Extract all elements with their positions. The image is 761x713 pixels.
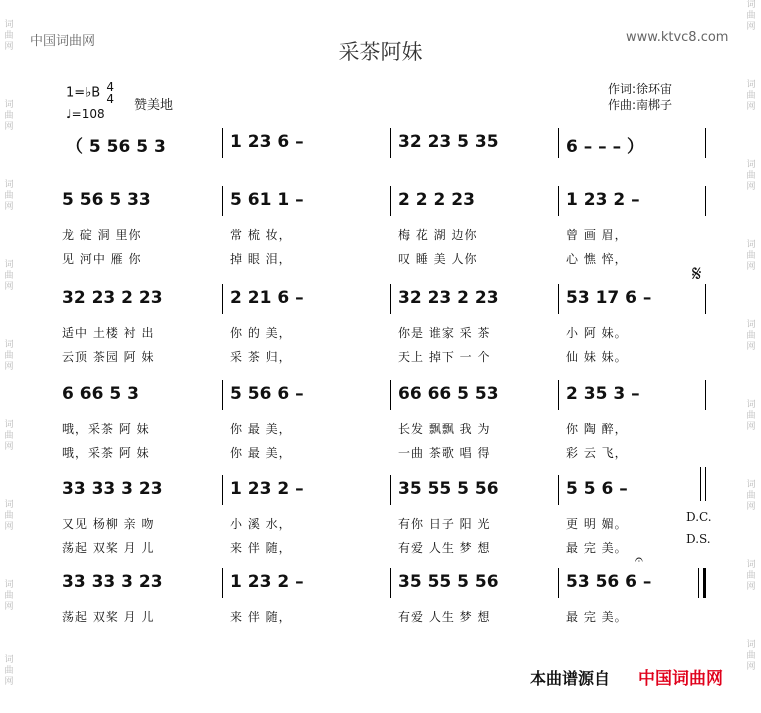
barline [558, 568, 559, 598]
measure-notes: （ 5 56 5 3 [66, 137, 166, 157]
dc-marking: D.C. [686, 510, 712, 524]
final-barline-thick [703, 568, 706, 598]
barline [222, 284, 223, 314]
side-watermark: 词曲网 [746, 400, 756, 432]
barline [222, 475, 223, 505]
barline [558, 284, 559, 314]
left-watermark-strip [2, 0, 16, 713]
lyric-line-2: 最 完 美。 [566, 541, 628, 555]
side-watermark: 词曲网 [746, 80, 756, 112]
measure-notes: 1 23 2 – [230, 572, 304, 592]
side-watermark: 词曲网 [746, 320, 756, 352]
side-watermark: 词曲网 [4, 20, 14, 52]
measure-notes: 33 33 3 23 [62, 572, 163, 592]
lyric-line-1: 最 完 美。 [566, 610, 628, 624]
source-site-link[interactable]: 中国词曲网 [638, 669, 723, 689]
side-watermark: 词曲网 [746, 240, 756, 272]
lyric-line-2: 哦，采茶 阿 妹 [62, 446, 150, 460]
measure-notes: 66 66 5 53 [398, 384, 499, 404]
measure-notes: 2 21 6 – [230, 288, 304, 308]
lyric-line-2: 来 伴 随， [230, 541, 292, 555]
measure-notes: 2 35 3 – [566, 384, 640, 404]
barline [390, 568, 391, 598]
lyric-line-2: 叹 睡 美 人你 [398, 252, 478, 266]
measure-notes: 33 33 3 23 [62, 479, 163, 499]
lyric-line-1: 小 阿 妹。 [566, 326, 628, 340]
site-url: www.ktvc8.com [626, 30, 729, 45]
time-signature: 4 4 [106, 80, 114, 106]
measure-notes: 35 55 5 56 [398, 572, 499, 592]
barline [558, 475, 559, 505]
side-watermark: 词曲网 [746, 480, 756, 512]
lyric-line-1: 你 的 美， [230, 326, 292, 340]
side-watermark: 词曲网 [4, 340, 14, 372]
lyric-line-1: 你是 谁家 采 茶 [398, 326, 491, 340]
lyric-line-1: 荡起 双桨 月 儿 [62, 610, 155, 624]
lyric-line-1: 有你 日子 阳 光 [398, 517, 491, 531]
measure-notes: 6 66 5 3 [62, 384, 139, 404]
measure-notes: 53 17 6 – [566, 288, 652, 308]
barline [705, 380, 706, 410]
lyric-line-2: 心 憔 悴， [566, 252, 628, 266]
composer-credit: 作曲:南梆子 [608, 98, 673, 112]
lyric-line-2: 荡起 双桨 月 儿 [62, 541, 155, 555]
barline [390, 475, 391, 505]
measure-notes: 1 23 2 – [566, 190, 640, 210]
barline [222, 128, 223, 158]
lyric-line-1: 龙 碇 洞 里你 [62, 228, 142, 242]
lyric-line-1: 小 溪 水， [230, 517, 292, 531]
barline [705, 467, 706, 501]
lyric-line-1: 适中 土楼 衬 出 [62, 326, 155, 340]
measure-notes: 5 61 1 – [230, 190, 304, 210]
side-watermark: 词曲网 [4, 500, 14, 532]
lyric-line-1: 曾 画 眉， [566, 228, 628, 242]
lyric-line-1: 常 梳 妆， [230, 228, 292, 242]
barline [705, 284, 706, 314]
measure-notes: 32 23 5 35 [398, 132, 499, 152]
style-marking: 赞美地 [134, 98, 174, 113]
lyric-line-2: 天上 掉下 一 个 [398, 350, 491, 364]
key-signature [66, 81, 114, 105]
barline [390, 186, 391, 216]
lyric-line-2: 采 茶 归， [230, 350, 292, 364]
barline [705, 128, 706, 158]
lyric-line-2: 仙 妹 妹。 [566, 350, 628, 364]
measure-notes: 35 55 5 56 [398, 479, 499, 499]
measure-notes: 1 23 6 – [230, 132, 304, 152]
lyric-line-1: 哦，采茶 阿 妹 [62, 422, 150, 436]
lyric-line-2: 云顶 茶园 阿 妹 [62, 350, 155, 364]
lyric-line-2: 一曲 茶歌 唱 得 [398, 446, 491, 460]
tempo-marking [66, 107, 105, 121]
fermata-icon: 𝄐 [635, 552, 643, 568]
side-watermark: 词曲网 [746, 560, 756, 592]
right-watermark-strip [744, 0, 758, 713]
barline [222, 186, 223, 216]
lyric-line-1: 又见 杨柳 亲 吻 [62, 517, 155, 531]
lyric-line-1: 长发 飘飘 我 为 [398, 422, 491, 436]
tempo-value: =108 [71, 107, 105, 121]
source-label: 本曲谱源自 [530, 669, 611, 688]
measure-notes: 5 5 6 – [566, 479, 628, 499]
ds-marking: D.S. [686, 532, 711, 546]
barline [390, 380, 391, 410]
segno-icon: 𝄋 [692, 262, 702, 287]
lyric-line-1: 你 陶 醉， [566, 422, 628, 436]
measure-notes: 1 23 2 – [230, 479, 304, 499]
lyric-line-1: 你 最 美， [230, 422, 292, 436]
barline [558, 186, 559, 216]
song-title: 采茶阿妹 [338, 40, 423, 64]
final-barline-thin [698, 568, 699, 598]
barline [705, 186, 706, 216]
lyric-line-2: 你 最 美， [230, 446, 292, 460]
measure-notes: 5 56 6 – [230, 384, 304, 404]
measure-notes: 32 23 2 23 [398, 288, 499, 308]
lyric-line-2: 掉 眼 泪， [230, 252, 292, 266]
side-watermark: 词曲网 [4, 420, 14, 452]
key-label: 1=♭B [66, 85, 101, 101]
barline [222, 380, 223, 410]
side-watermark: 词曲网 [4, 260, 14, 292]
measure-notes: 2 2 2 23 [398, 190, 475, 210]
measure-notes: 53 56 6 – [566, 572, 652, 592]
side-watermark: 词曲网 [746, 160, 756, 192]
measure-notes: 32 23 2 23 [62, 288, 163, 308]
barline [390, 128, 391, 158]
barline [222, 568, 223, 598]
site-name-left: 中国词曲网 [30, 34, 96, 49]
barline [558, 380, 559, 410]
side-watermark: 词曲网 [4, 180, 14, 212]
lyric-line-1: 梅 花 湖 边你 [398, 228, 478, 242]
lyricist-credit: 作词:徐环宙 [608, 82, 673, 96]
side-watermark: 词曲网 [4, 655, 14, 687]
lyric-line-1: 来 伴 随， [230, 610, 292, 624]
side-watermark: 词曲网 [4, 580, 14, 612]
measure-notes: 5 56 5 33 [62, 190, 151, 210]
lyric-line-2: 见 河中 雁 你 [62, 252, 142, 266]
barline [390, 284, 391, 314]
lyric-line-2: 有爱 人生 梦 想 [398, 541, 491, 555]
lyric-line-2: 彩 云 飞， [566, 446, 628, 460]
lyric-line-1: 有爱 人生 梦 想 [398, 610, 491, 624]
side-watermark: 词曲网 [4, 100, 14, 132]
measure-notes: 6 – – – ） [566, 137, 645, 157]
side-watermark: 词曲网 [746, 640, 756, 672]
barline [700, 467, 701, 501]
lyric-line-1: 更 明 媚。 [566, 517, 628, 531]
side-watermark: 词曲网 [746, 0, 756, 32]
barline [558, 128, 559, 158]
quarter-note-icon: ♩ [66, 107, 72, 121]
